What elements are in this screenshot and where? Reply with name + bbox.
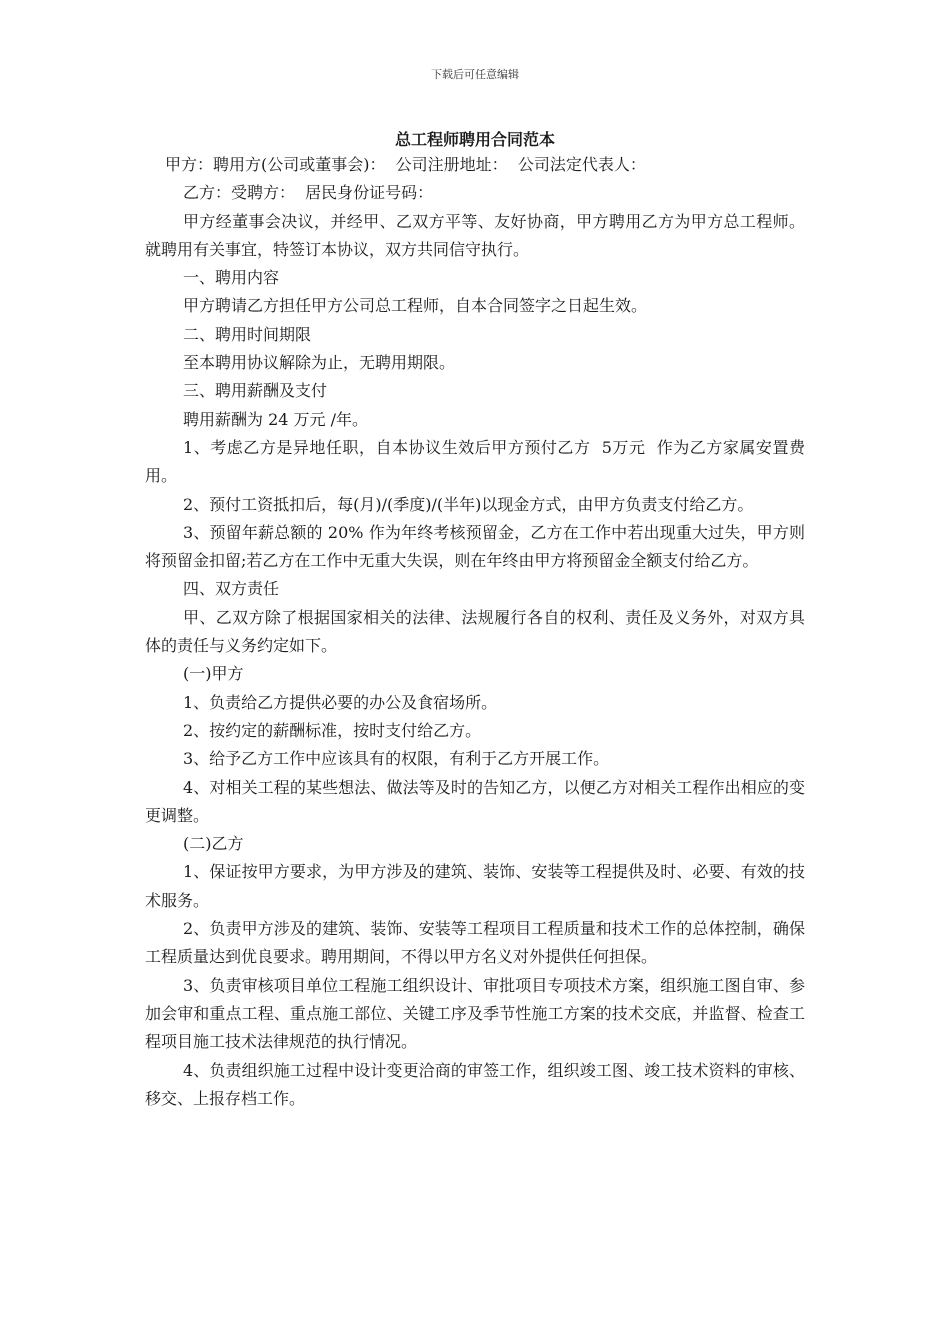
paragraph: 3、给予乙方工作中应该具有的权限，有利于乙方开展工作。 (183, 749, 610, 769)
paragraph: 3、负责审核项目单位工程施工组织设计、审批项目专项技术方案，组织施工图自审、参加会审和重点工程、重点施工部位、关键工序及季节性施工方案的技术交底，并监督、检查工程项目施工技术法律规范的执行情况。 (145, 975, 805, 1052)
subsection-heading-party-b: (二)乙方 (183, 834, 244, 854)
party-b-line: 乙方：受聘方： 居民身份证号码： (183, 183, 434, 203)
paragraph: 3、预留年薪总额的 20% 作为年终考核预留金，乙方在工作中若出现重大过失，甲方则将预留金扣留;若乙方在工作中无重大失误，则在年终由甲方将预留金全额支付给乙方。 (145, 522, 805, 571)
paragraph: 1、负责给乙方提供必要的办公及食宿场所。 (183, 692, 498, 712)
section-heading-content: 一、聘用内容 (183, 268, 280, 288)
contract-body (145, 151, 805, 1113)
party-a-line: 甲方：聘用方(公司或董事会)： 公司注册地址： 公司法定代表人： (165, 155, 646, 174)
document-title: 总工程师聘用合同范本 (394, 130, 555, 149)
paragraph: 2、负责甲方涉及的建筑、装饰、安装等工程项目工程质量和技术工作的总体控制，确保工程质量达到优良要求。聘用期间，不得以甲方名义对外提供任何担保。 (145, 919, 805, 967)
section-heading-salary: 三、聘用薪酬及支付 (183, 381, 328, 401)
paragraph: 1、保证按甲方要求，为甲方涉及的建筑、装饰、安装等工程提供及时、必要、有效的技术服务。 (145, 862, 805, 910)
paragraph: 2、按约定的薪酬标准，按时支付给乙方。 (183, 720, 482, 740)
paragraph: 甲、乙双方除了根据国家相关的法律、法规履行各自的权利、责任及义务外，对双方具体的责任与义务约定如下。 (145, 607, 805, 656)
paragraph: 甲方聘请乙方担任甲方公司总工程师，自本合同签字之日起生效。 (183, 296, 648, 316)
paragraph: 1、考虑乙方是异地任职，自本协议生效后甲方预付乙方 5万元 作为乙方家属安置费用。 (145, 437, 805, 486)
section-heading-term: 二、聘用时间期限 (183, 324, 312, 344)
paragraph-intro: 甲方经董事会决议，并经甲、乙双方平等、友好协商，甲方聘用乙方为甲方总工程师。就聘用有关事宜，特签订本协议，双方共同信守执行。 (145, 211, 805, 259)
subsection-heading-party-a: (一)甲方 (183, 664, 244, 684)
paragraph: 2、预付工资抵扣后，每(月)/(季度)/(半年)以现金方式，由甲方负责支付给乙方。 (183, 494, 754, 514)
section-heading-duties: 四、双方责任 (183, 579, 280, 599)
paragraph: 4、对相关工程的某些想法、做法等及时的告知乙方，以便乙方对相关工程作出相应的变更调整。 (145, 777, 805, 825)
paragraph: 聘用薪酬为 24 万元 /年。 (183, 409, 369, 429)
paragraph: 至本聘用协议解除为止，无聘用期限。 (183, 353, 456, 373)
paragraph: 4、负责组织施工过程中设计变更洽商的审签工作，组织竣工图、竣工技术资料的审核、移交、上报存档工作。 (145, 1060, 805, 1108)
header-note: 下载后可任意编辑 (431, 68, 519, 81)
